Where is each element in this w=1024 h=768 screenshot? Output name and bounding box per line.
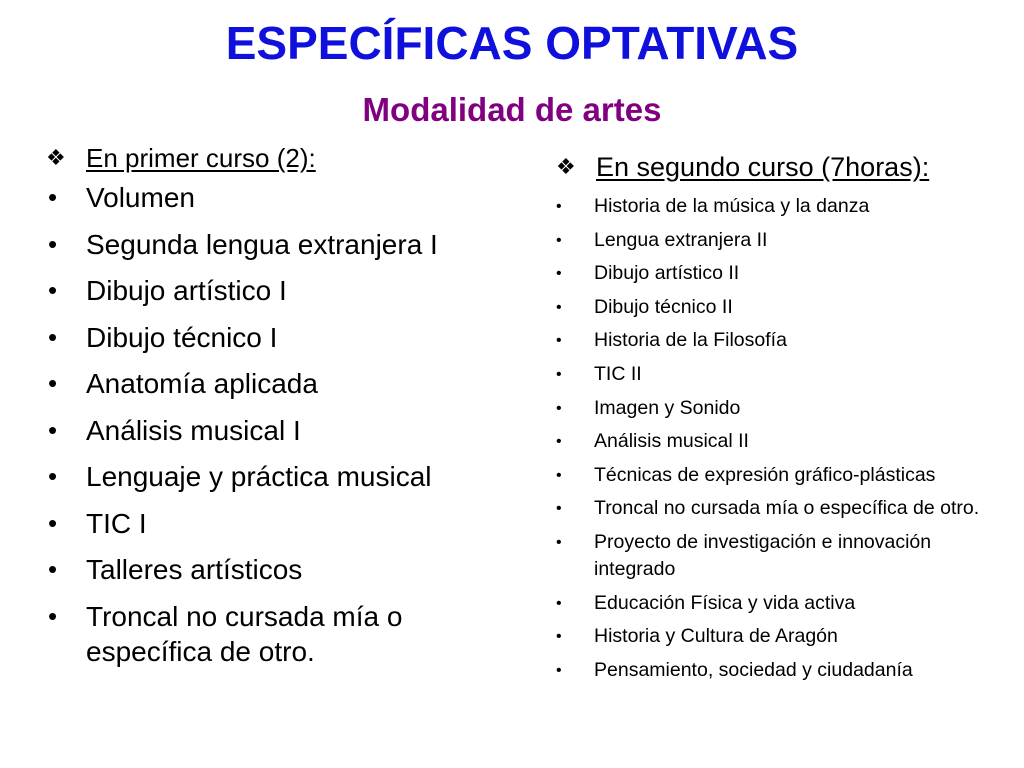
bullet-icon: • [48,368,58,398]
bullet-icon: • [556,466,562,484]
list-item-label: TIC I [86,507,147,539]
bullet-icon: • [48,228,58,259]
list-item-label: Historia de la Filosofía [594,329,787,352]
bullet-icon: • [556,533,562,551]
list-item [554,529,994,583]
slide-title: ESPECÍFICAS OPTATIVAS [225,17,799,69]
list-item [554,428,994,455]
list-item-label: Imagen y Sonido [594,396,741,419]
list-item-label: Segunda lengua extranjera I [86,228,438,260]
list-item [554,590,994,617]
list-item [554,193,994,220]
bullet-icon: • [556,661,562,679]
diamond-bullet-icon: ❖ [46,145,66,170]
bullet-icon: • [556,399,562,417]
list-item [554,227,994,254]
list-item-label: Dibujo técnico II [594,295,733,318]
list-item-label: Lengua extranjera II [594,228,768,251]
list-item [44,320,514,355]
bullet-icon: • [556,198,562,215]
list-item-label: Historia de la música y la danza [594,195,870,217]
list-item-label: Lenguaje y práctica musical [86,461,432,492]
first-course-column [44,136,514,680]
bullet-icon: • [48,414,58,445]
bullet-icon: • [556,594,562,612]
list-item-label: Volumen [86,182,195,213]
list-item [44,366,514,401]
list-item-label: Análisis musical I [86,414,301,446]
bullet-icon: • [556,265,562,283]
list-item-label: Dibujo técnico I [86,321,278,353]
second-course-list [554,193,994,684]
list-item-label: Proyecto de investigación e innovación integrado [594,530,932,580]
list-item [554,623,994,650]
list-item [44,599,514,669]
bullet-icon: • [556,433,562,451]
bullet-icon: • [556,365,562,383]
bullet-icon: • [48,461,58,491]
list-item [44,227,514,262]
bullet-icon: • [48,182,58,212]
list-item [44,180,514,215]
list-item [554,260,994,287]
list-item [554,657,994,684]
list-item [554,294,994,321]
first-course-heading [44,136,514,180]
bullet-icon: • [48,554,58,584]
bullet-icon: • [556,231,562,249]
list-item [44,273,514,308]
list-item [44,459,514,494]
list-item [554,462,994,489]
bullet-icon: • [556,332,562,350]
list-item [554,395,994,422]
second-course-column [554,144,994,690]
slide-subtitle: Modalidad de artes [362,91,662,128]
list-item [44,552,514,587]
list-item-label: Talleres artísticos [86,554,303,585]
list-item [44,506,514,541]
first-course-heading-label: En primer curso (2): [86,143,316,173]
second-course-heading [554,144,994,190]
list-item-label: Pensamiento, sociedad y ciudadanía [594,658,913,681]
bullet-icon: • [48,507,58,538]
list-item-label: Análisis musical II [594,430,749,453]
list-item [554,495,994,522]
list-item-label: Técnicas de expresión gráfico-plásticas [594,463,936,486]
list-item-label: Troncal no cursada mía o específica de otro. [86,600,403,667]
bullet-icon: • [556,628,562,646]
bullet-icon: • [556,500,562,518]
list-item-label: TIC II [594,362,642,385]
bullet-icon: • [556,298,562,316]
list-item-label: Educación Física y vida activa [594,591,856,614]
list-item [44,413,514,448]
list-item-label: Troncal no cursada mía o específica de otro. [594,497,980,520]
bullet-icon: • [48,600,58,631]
bullet-icon: • [48,275,58,305]
second-course-heading-label: En segundo curso (7horas): [596,152,930,182]
diamond-bullet-icon: ❖ [556,154,576,179]
first-course-list [44,180,514,669]
list-item-label: Dibujo artístico II [594,262,740,285]
list-item [554,361,994,388]
list-item [554,327,994,354]
list-item-label: Anatomía aplicada [86,368,318,399]
list-item-label: Historia y Cultura de Aragón [594,625,838,648]
bullet-icon: • [48,321,58,352]
list-item-label: Dibujo artístico I [86,275,287,306]
